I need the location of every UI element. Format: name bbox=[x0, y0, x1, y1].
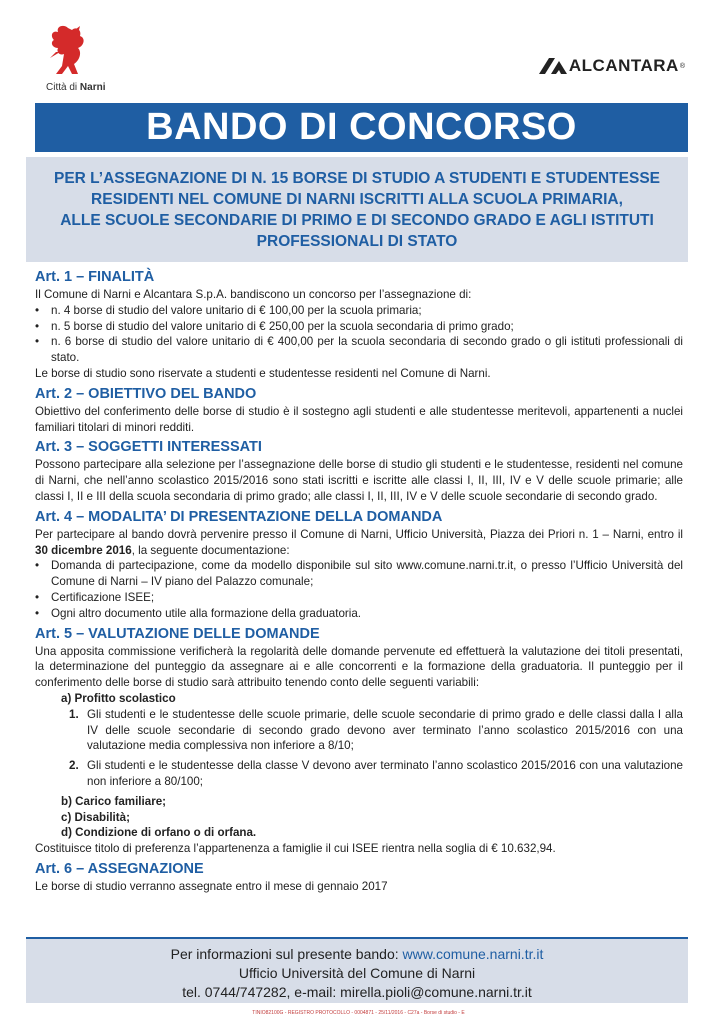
subtitle-line: ALLE SCUOLE SECONDARIE DI PRIMO E DI SECONDO GRADO E AGLI ISTITUTI bbox=[60, 211, 654, 229]
protocol-stamp: TINIO82100G - REGISTRO PROTOCOLLO - 0004871 - 25/11/2016 - C27a - Borse di studio - E bbox=[252, 1010, 465, 1016]
list-item: • Certificazione ISEE; bbox=[35, 590, 683, 606]
art1-list bbox=[35, 303, 683, 366]
subtitle-line: PROFESSIONALI DI STATO bbox=[256, 232, 458, 250]
citta-di-narni-logo bbox=[46, 22, 106, 93]
list-item: 2. Gli studenti e le studentesse della classe V devono aver terminato l’anno scolastico 2015/2016 con una valutazione non inferiore a 80/100; bbox=[69, 759, 683, 788]
art5-outro: Costituisce titolo di preferenza l’appartenenza a famiglie il cui ISEE rientra nella soglia di € 10.632,94. bbox=[35, 842, 556, 856]
page-title: BANDO DI CONCORSO bbox=[35, 103, 688, 152]
art3-title: Art. 3 – SOGGETTI INTERESSATI bbox=[35, 439, 262, 456]
footer-line-2: Ufficio Università del Comune di Narni bbox=[238, 965, 476, 981]
art3-text: Possono partecipare alla selezione per l’assegnazione delle borse di studio gli studenti e le studentesse, residenti nel comune di Narni, che nell’anno scolastico 2015/2016 sono stati iscritti e iscritte alle classi I, II, III, IV e V delle scuole primarie; alle classi I, II e III della scuola secondaria di primo grado; alle classi I, II, III, IV e V delle scuole secondarie di secondo grado. bbox=[35, 458, 683, 503]
list-item: • Ogni altro documento utile alla formazione della graduatoria. bbox=[35, 606, 683, 622]
sponsor-name: ALCANTARA bbox=[568, 56, 679, 75]
art1-intro: Il Comune di Narni e Alcantara S.p.A. bandiscono un concorso per l’assegnazione di: bbox=[35, 288, 472, 301]
art6-text: Le borse di studio verranno assegnate entro il mese di gennaio 2017 bbox=[35, 879, 388, 893]
website-link[interactable]: www.comune.narni.tr.it bbox=[402, 946, 544, 962]
art1-outro: Le borse di studio sono riservate a studenti e studentesse residenti nel Comune di Narni. bbox=[35, 366, 491, 380]
city-caption: Città di Narni bbox=[46, 82, 106, 93]
art4-title: Art. 4 – MODALITA’ DI PRESENTAZIONE DELLA DOMANDA bbox=[35, 508, 443, 525]
griffin-icon bbox=[46, 22, 90, 80]
list-item: • n. 5 borse di studio del valore unitario di € 250,00 per la scuola secondaria di primo grado; bbox=[35, 319, 683, 335]
footer-line-3: tel. 0744/747282, e-mail: mirella.pioli@comune.narni.tr.it bbox=[182, 984, 532, 1000]
page-header bbox=[0, 0, 717, 100]
art6-title: Art. 6 – ASSEGNAZIONE bbox=[35, 860, 204, 877]
art4-text: Per partecipare al bando dovrà pervenire presso il Comune di Narni, Ufficio Università, Piazza dei Priori n. 1 – Narni, entro il 30 dicembre 2016, la seguente documentazione: bbox=[35, 527, 683, 557]
criterion-d: d) Condizione di orfano o di orfana. bbox=[61, 826, 257, 840]
registered-mark: ® bbox=[679, 62, 685, 70]
list-item: 1. Gli studenti e le studentesse delle scuole primarie, delle scuole secondarie di primo grado e delle classi dalla I alla IV delle scuole secondarie di secondo grado devono aver terminato l’anno scolastico 2015/2016 con una valutazione media complessiva non inferiore a 8/10; bbox=[69, 707, 683, 753]
alcantara-a-icon bbox=[539, 58, 569, 74]
art4-list bbox=[35, 558, 683, 621]
subtitle-line: PER L’ASSEGNAZIONE DI N. 15 BORSE DI STUDIO A STUDENTI E STUDENTESSE bbox=[53, 169, 661, 187]
criterion-c: c) Disabilità; bbox=[61, 810, 130, 824]
subtitle bbox=[26, 157, 688, 262]
art2-text: Obiettivo del conferimento delle borse di studio è il sostegno agli studenti e alle studentesse meritevoli, appartenenti a nuclei familiari titolari di minori redditi. bbox=[35, 404, 683, 434]
subtitle-line: RESIDENTI NEL COMUNE DI NARNI ISCRITTI ALLA SCUOLA PRIMARIA, bbox=[91, 190, 623, 208]
art5-text: Una apposita commissione verificherà la regolarità delle domande pervenute ed effettuerà la valutazione dei titoli presentati, la determinazione del punteggio da assegnare ai e alle concorrenti e la formazione della graduatoria. Il punteggio per il conferimento delle borse di studio sarà attribuito tenendo conto delle seguenti variabili: bbox=[35, 644, 683, 690]
art1-title: Art. 1 – FINALITÀ bbox=[35, 269, 155, 285]
list-item: • n. 4 borse di studio del valore unitario di € 100,00 per la scuola primaria; bbox=[35, 303, 683, 319]
info-footer bbox=[26, 937, 688, 1003]
articles bbox=[35, 266, 683, 895]
art5-title: Art. 5 – VALUTAZIONE DELLE DOMANDE bbox=[35, 625, 320, 642]
list-item: • n. 6 borse di studio del valore unitario di € 400,00 per la scuola secondaria di secondo grado o gli istituti professionali di stato. bbox=[35, 334, 683, 366]
art2-title: Art. 2 – OBIETTIVO DEL BANDO bbox=[35, 385, 257, 402]
criterion-b: b) Carico familiare; bbox=[61, 794, 167, 808]
criterion-a: a) Profitto scolastico bbox=[61, 691, 176, 705]
alcantara-logo bbox=[539, 56, 685, 76]
list-item: • Domanda di partecipazione, come da modello disponibile sul sito www.comune.narni.tr.it, o presso l’Ufficio Università del Comune di Narni – IV piano del Palazzo comunale; bbox=[35, 558, 683, 590]
deadline: 30 dicembre 2016 bbox=[35, 543, 132, 557]
criterion-a-list bbox=[35, 707, 683, 790]
footer-line-1: Per informazioni sul presente bando: www.comune.narni.tr.it bbox=[170, 946, 544, 962]
